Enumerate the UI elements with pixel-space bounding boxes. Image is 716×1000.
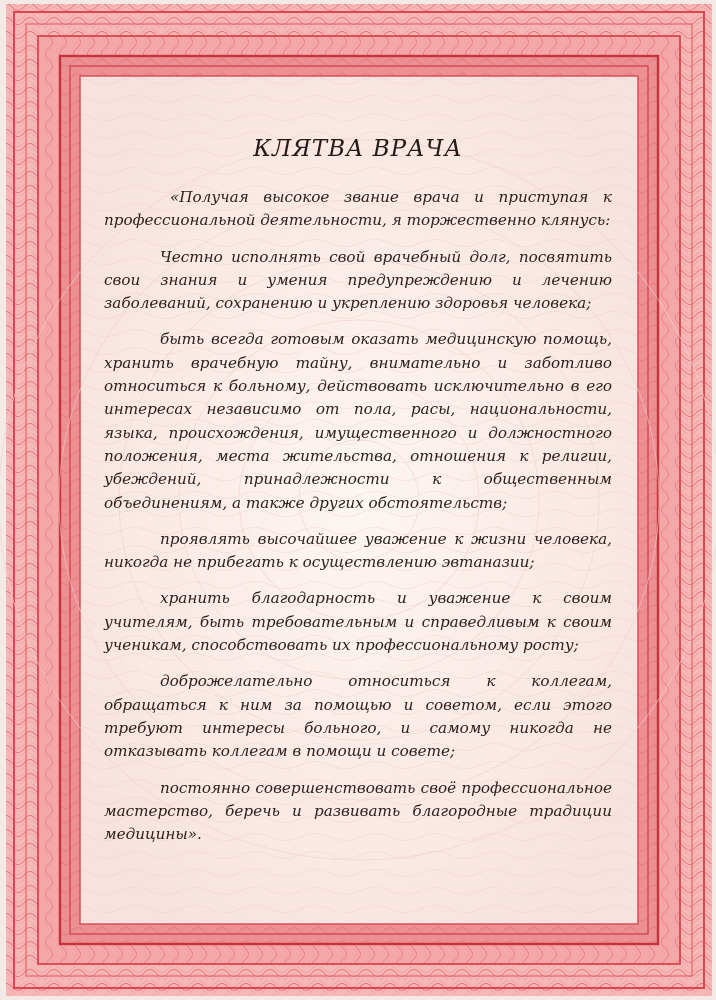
oath-paragraph: Честно исполнять свой врачебный долг, посвятить свои знания и умения предупреждению и лечению заболеваний, сохранению и укреплению здоровья человека;	[104, 247, 612, 313]
oath-paragraph: проявлять высочайшее уважение к жизни человека, никогда не прибегать к осуществлению эвтаназии;	[104, 529, 612, 572]
oath-paragraph: доброжелательно относиться к коллегам, обращаться к ним за помощью и советом, если этого требуют интересы больного, и самому никогда не отказывать коллегам в помощи и совете;	[104, 672, 612, 761]
oath-paragraph: «Получая высокое звание врача и приступая к профессиональной деятельности, я торжественно клянусь:	[104, 188, 612, 230]
document-title: КЛЯТВА ВРАЧА	[253, 136, 463, 162]
oath-text-block	[104, 128, 612, 888]
oath-paragraph: постоянно совершенствовать своё профессиональное мастерство, беречь и развивать благородные традиции медицины».	[104, 778, 612, 844]
oath-paragraph: быть всегда готовым оказать медицинскую помощь, хранить врачебную тайну, внимательно и заботливо относиться к больному, действовать исключительно в его интересах независимо от пола, расы, национальности, языка, происхождения, имущественного и должностного положения, места жительства, отношения к религии, убеждений, принадлежности к общественным объединениям, а также других обстоятельств;	[104, 330, 612, 512]
oath-paragraph: хранить благодарность и уважение к своим учителям, быть требовательным и справедливым к своим ученикам, способствовать их профессиональному росту;	[104, 589, 612, 655]
